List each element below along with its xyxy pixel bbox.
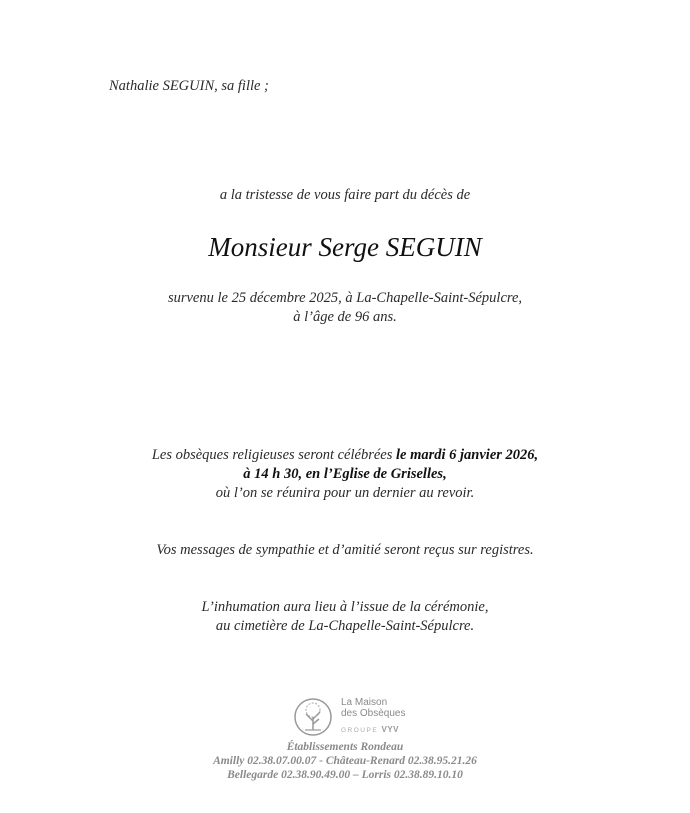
intro-line: a la tristesse de vous faire part du décès de (219, 187, 471, 203)
funeral-home-logo (293, 697, 423, 739)
logo-brand: VYV (381, 725, 399, 734)
logo-group: GROUPE (341, 727, 379, 734)
tree-icon (293, 697, 333, 737)
messages-line: Vos messages de sympathie et d’amitié seront reçus sur registres. (156, 542, 534, 558)
death-details-line2: à l’âge de 96 ans. (293, 309, 397, 325)
burial-line1: L’inhumation aura lieu à l’issue de la cérémonie, (201, 599, 489, 615)
family-line: Nathalie SEGUIN, sa fille ; (109, 78, 269, 94)
contacts-line2: Bellegarde 02.38.90.49.00 – Lorris 02.38.89.10.10 (227, 769, 463, 781)
funeral-time-place: à 14 h 30, en l’Eglise de Griselles, (243, 466, 447, 482)
funeral-line2 (0, 465, 690, 484)
deceased-name: Monsieur Serge SEGUIN (208, 232, 482, 262)
funeral-line1 (0, 446, 690, 465)
company-name: Établissements Rondeau (286, 741, 404, 753)
funeral-line1-prefix: Les obsèques religieuses seront célébrées (151, 447, 396, 463)
contacts-line1: Amilly 02.38.07.00.07 - Château-Renard 02.38.95.21.26 (213, 755, 477, 767)
funeral-date: le mardi 6 janvier 2026, (395, 447, 539, 463)
death-details-line1: survenu le 25 décembre 2025, à La-Chapelle-Saint-Sépulcre, (167, 290, 523, 306)
funeral-line3: où l’on se réunira pour un dernier au revoir. (215, 485, 475, 501)
logo-line2: des Obsèques (341, 708, 406, 719)
logo-line1: La Maison (341, 697, 388, 708)
burial-line2: au cimetière de La-Chapelle-Saint-Sépulcre. (215, 618, 475, 634)
